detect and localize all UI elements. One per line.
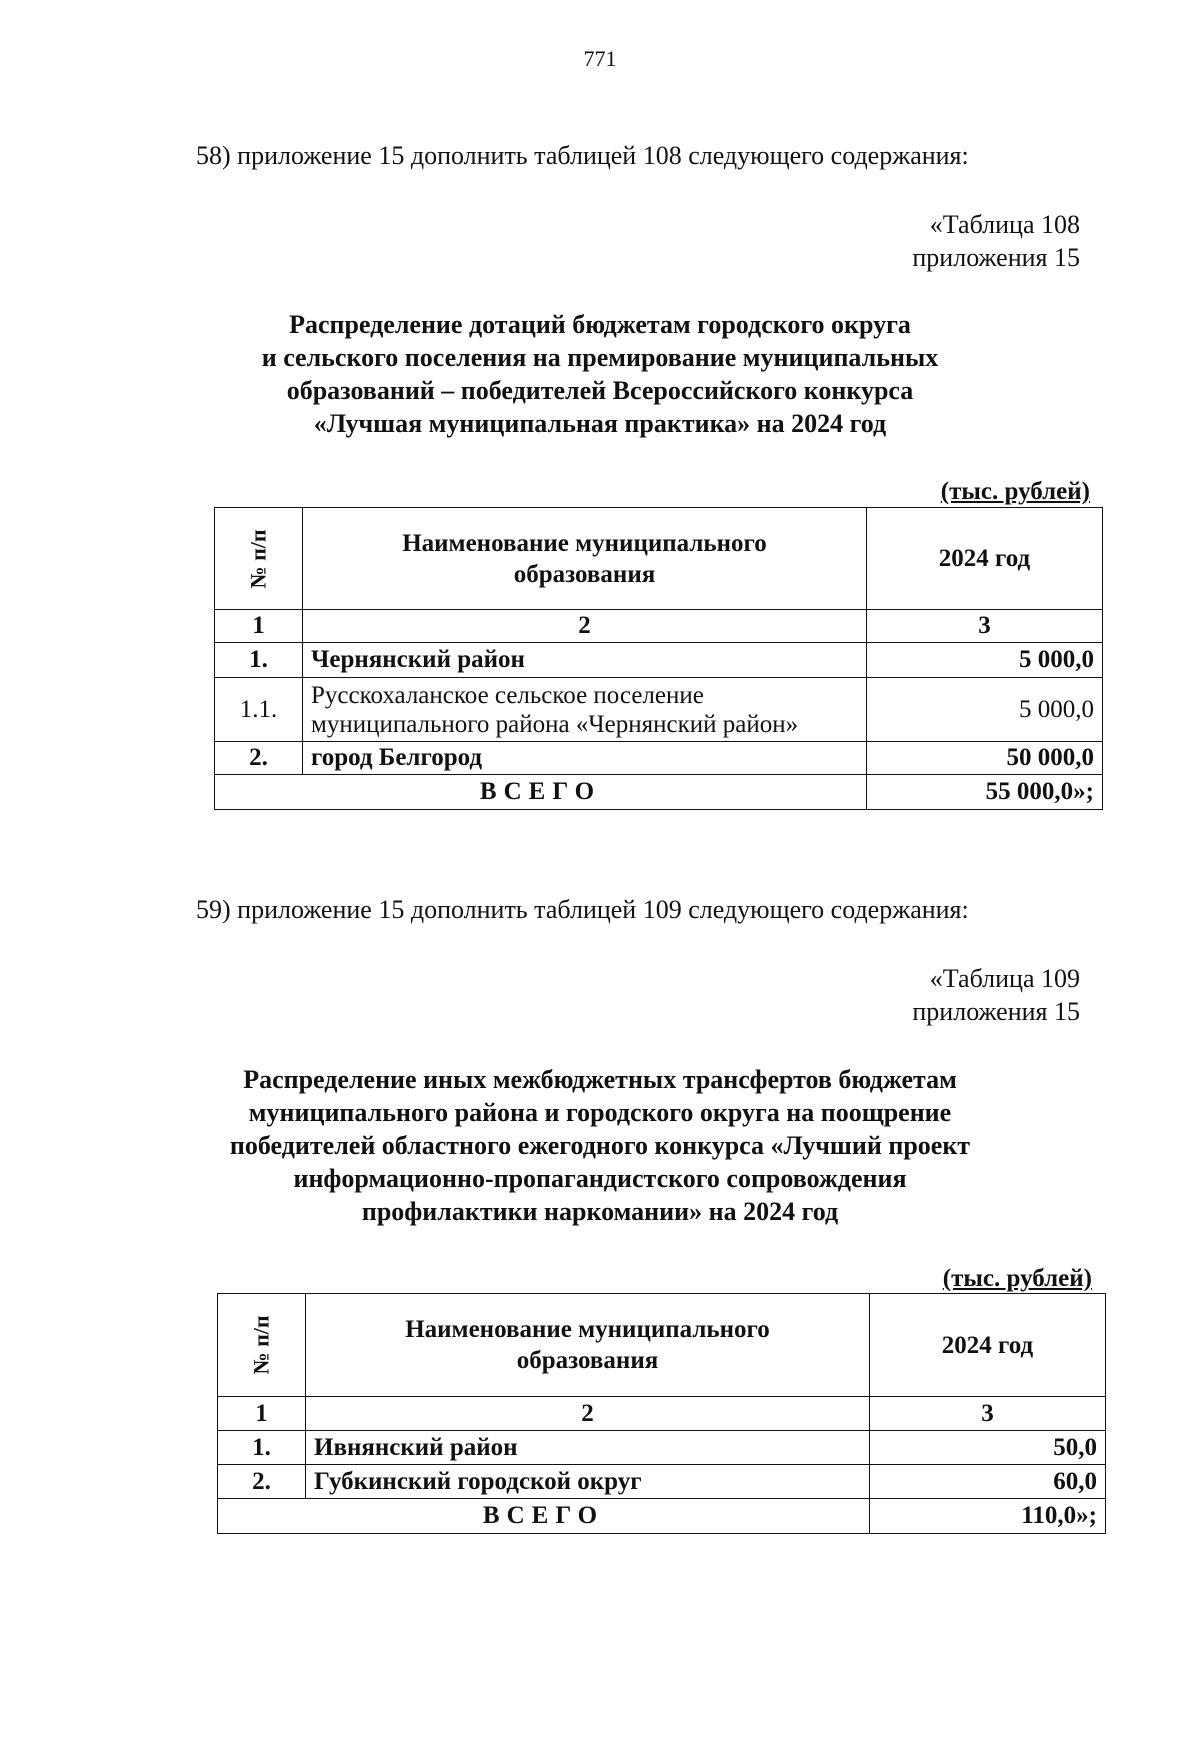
- col-number: 2: [306, 1397, 870, 1431]
- header-num: № п/п: [215, 508, 303, 610]
- col-number: 3: [867, 610, 1103, 643]
- title-line: информационно-пропагандистского сопровождения: [293, 1164, 907, 1193]
- row-num: 2.: [215, 742, 303, 775]
- row-value: 50 000,0: [867, 742, 1103, 775]
- title-line: Распределение иных межбюджетных трансфертов бюджетам: [243, 1065, 957, 1094]
- section-58-intro: 58) приложение 15 дополнить таблицей 108 следующего содержания:: [196, 141, 969, 170]
- section-59-intro: 59) приложение 15 дополнить таблицей 109 следующего содержания:: [196, 895, 969, 924]
- row-num: 1.: [215, 643, 303, 678]
- unit-text: (тыс. рублей): [942, 1265, 1092, 1292]
- table-row: [215, 678, 1103, 742]
- table-row: [218, 1465, 1106, 1499]
- total-label: ВСЕГО: [215, 775, 867, 810]
- row-name: город Белгород: [303, 742, 867, 775]
- total-label: ВСЕГО: [218, 1499, 870, 1534]
- title-line: образований – победителей Всероссийского конкурса: [286, 376, 914, 405]
- table-header-row: [218, 1294, 1106, 1397]
- header-year: 2024 год: [867, 508, 1103, 610]
- title-line: профилактики наркомании» на 2024 год: [361, 1197, 839, 1226]
- header-num: № п/п: [218, 1294, 306, 1397]
- title-line: Распределение дотаций бюджетам городского округа: [289, 310, 911, 339]
- unit-label: [943, 1265, 1092, 1293]
- row-name: Губкинский городской округ: [306, 1465, 870, 1499]
- column-number-row: [215, 610, 1103, 643]
- caption-line: «Таблица 109: [929, 964, 1080, 993]
- row-num: 1.1.: [215, 678, 303, 742]
- title-line: победителей областного ежегодного конкурса «Лучший проект: [229, 1131, 971, 1160]
- col-number: 1: [215, 610, 303, 643]
- table-109: [217, 1293, 1106, 1534]
- table-header-row: [215, 508, 1103, 610]
- col-number: 3: [870, 1397, 1106, 1431]
- header-name: Наименование муниципального образования: [303, 508, 867, 610]
- row-value: 60,0: [870, 1465, 1106, 1499]
- table-109-caption: [912, 962, 1080, 1028]
- row-name: Чернянский район: [303, 643, 867, 678]
- table-109-title: [150, 1063, 1050, 1228]
- row-name: Ивнянский район: [306, 1431, 870, 1465]
- row-name: Русскохаланское сельское поселение муниципального района «Чернянский район»: [303, 678, 867, 742]
- caption-line: «Таблица 108: [929, 210, 1080, 239]
- unit-label: [941, 478, 1090, 506]
- title-line: и сельского поселения на премирование муниципальных: [261, 343, 939, 372]
- total-row: [215, 775, 1103, 810]
- total-value: 55 000,0»;: [867, 775, 1103, 810]
- row-value: 5 000,0: [867, 678, 1103, 742]
- table-row: [215, 742, 1103, 775]
- header-name: Наименование муниципального образования: [306, 1294, 870, 1397]
- col-number: 1: [218, 1397, 306, 1431]
- page-number: 771: [583, 46, 617, 71]
- caption-line: приложения 15: [912, 243, 1080, 272]
- title-line: муниципального района и городского округа на поощрение: [248, 1098, 952, 1127]
- col-number: 2: [303, 610, 867, 643]
- row-num: 2.: [218, 1465, 306, 1499]
- total-value: 110,0»;: [870, 1499, 1106, 1534]
- row-value: 50,0: [870, 1431, 1106, 1465]
- total-row: [218, 1499, 1106, 1534]
- table-108: [214, 507, 1103, 810]
- title-line: «Лучшая муниципальная практика» на 2024 год: [313, 409, 887, 438]
- column-number-row: [218, 1397, 1106, 1431]
- table-108-title: [150, 308, 1050, 440]
- unit-text: (тыс. рублей): [940, 478, 1090, 505]
- caption-line: приложения 15: [912, 997, 1080, 1026]
- table-108-caption: [912, 208, 1080, 274]
- table-row: [215, 643, 1103, 678]
- table-row: [218, 1431, 1106, 1465]
- header-year: 2024 год: [870, 1294, 1106, 1397]
- row-value: 5 000,0: [867, 643, 1103, 678]
- row-num: 1.: [218, 1431, 306, 1465]
